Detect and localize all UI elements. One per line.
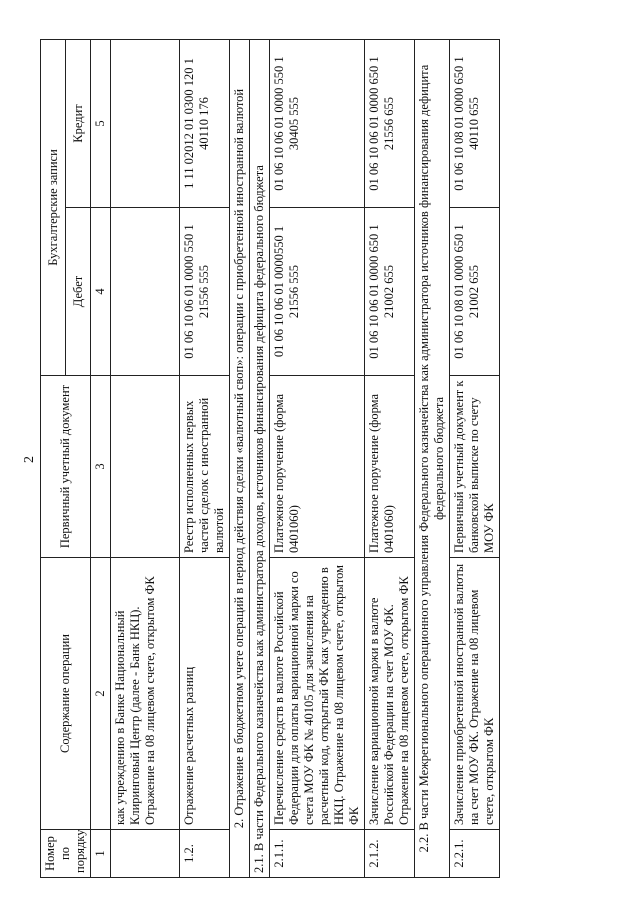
credit-account [111, 39, 180, 207]
primary-document: Платежное поручение (форма 0401060) [365, 376, 415, 558]
col-number: 2 [91, 558, 111, 830]
header-debit: Дебет [66, 208, 91, 376]
section-heading: 2. Отражение в бюджетном учете операций в период действия сделки «валютный своп»: операции с приобретенной иностранной валютой [230, 39, 250, 877]
table-row [270, 39, 365, 877]
row-number: 2.1.1. [270, 830, 365, 878]
credit-account: 01 06 10 08 01 0000 650 1 40110 655 [450, 39, 500, 207]
header-credit: Кредит [66, 39, 91, 207]
table-row [180, 39, 230, 877]
section-heading-row [230, 39, 250, 877]
row-number [111, 830, 180, 878]
accounting-entries-table [40, 39, 500, 878]
subsection-heading-row [415, 39, 450, 877]
col-number: 4 [91, 208, 111, 376]
row-number: 2.1.2. [365, 830, 415, 878]
col-number: 1 [91, 830, 111, 878]
debit-account: 01 06 10 08 01 0000 650 1 21002 655 [450, 208, 500, 376]
page-number: 2 [22, 456, 37, 463]
row-number: 2.2.1. [450, 830, 500, 878]
credit-account: 1 11 02012 01 0300 120 1 40110 176 [180, 39, 230, 207]
subsection-heading-row [250, 39, 270, 877]
header-row [41, 39, 66, 877]
operation-content: Отражение расчетных разниц [180, 558, 230, 830]
header-num: Номер по порядку [41, 830, 91, 878]
debit-account [111, 208, 180, 376]
operation-content: Зачисление приобретенной иностранной валюты на счет МОУ ФК. Отражение на 08 лицевом счете, открытом ФК [450, 558, 500, 830]
table-row [450, 39, 500, 877]
operation-content: Перечисление средств в валюте Российской Федерации для оплаты вариационной маржи со счета МОУ ФК № 40105 для зачисления на расчетный код, открытый ФК как учреждению в НКЦ. Отражение на 08 лицевом счете, открытом ФК [270, 558, 365, 830]
primary-document: Реестр исполненных первых частей сделок с иностранной валютой [180, 376, 230, 558]
operation-content: как учреждению в Банке Национальный Клиринговый Центр (далее - Банк НКЦ). Отражение на 08 лицевом счете, открытом ФК [111, 558, 180, 830]
primary-document [111, 376, 180, 558]
table-row [111, 39, 180, 877]
primary-document: Первичный учетный документ к банковской выписке по счету МОУ ФК [450, 376, 500, 558]
row-number: 1.2. [180, 830, 230, 878]
debit-account: 01 06 10 06 01 0000 550 1 21556 555 [180, 208, 230, 376]
header-content: Содержание операции [41, 558, 91, 830]
header-entries: Бухгалтерские записи [41, 39, 66, 375]
subsection-heading: 2.2. В части Межрегионального операционного управления Федерального казначейства как администратора источников финансирования дефицита федерального бюджета [415, 39, 450, 877]
table-row [365, 39, 415, 877]
header-doc: Первичный учетный документ [41, 376, 91, 558]
credit-account: 01 06 10 06 01 0000 650 1 21556 655 [365, 39, 415, 207]
credit-account: 01 06 10 06 01 0000 550 1 30405 555 [270, 39, 365, 207]
debit-account: 01 06 10 06 01 0000550 1 21556 555 [270, 208, 365, 376]
column-number-row [91, 39, 111, 877]
debit-account: 01 06 10 06 01 0000 650 1 21002 655 [365, 208, 415, 376]
subsection-heading: 2.1. В части Федерального казначейства как администратора доходов, источников финансирования дефицита федерального бюджета [250, 39, 270, 877]
col-number: 3 [91, 376, 111, 558]
operation-content: Зачисление вариационной маржи в валюте Российской Федерации на счет МОУ ФК. Отражение на 08 лицевом счете, открытом ФК [365, 558, 415, 830]
primary-document: Платежное поручение (форма 0401060) [270, 376, 365, 558]
col-number: 5 [91, 39, 111, 207]
